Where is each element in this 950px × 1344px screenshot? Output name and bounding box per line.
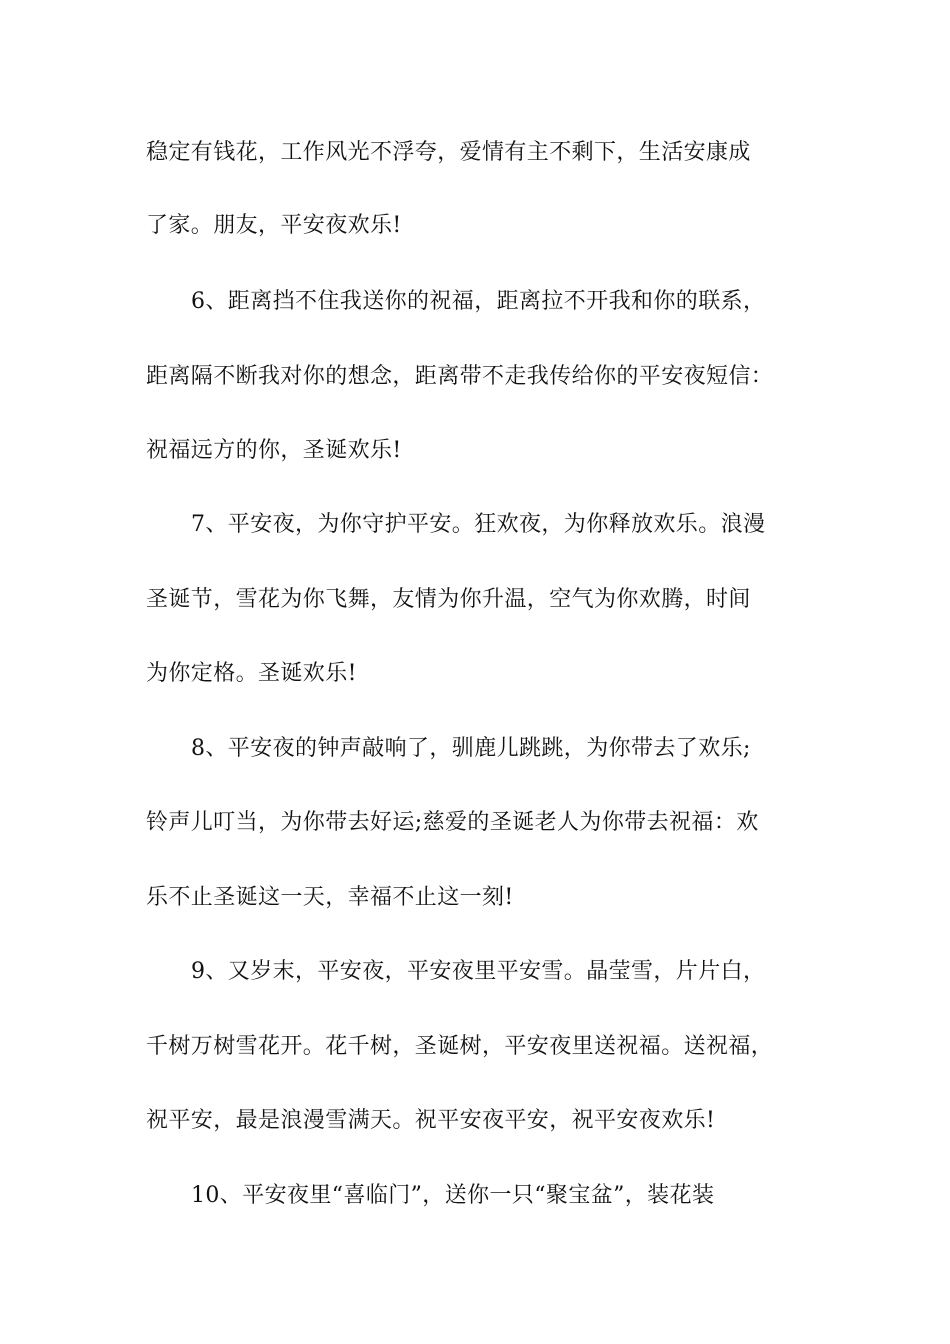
paragraph-6-line-3: 祝福远方的你，圣诞欢乐! [146, 438, 402, 463]
paragraph-6-line-1: 6、距离挡不住我送你的祝福，距离拉不开我和你的联系， [191, 289, 766, 314]
paragraph-7-line-3: 为你定格。圣诞欢乐! [146, 661, 357, 686]
paragraph-10-line-1: 10、平安夜里“喜临门”，送你一只“聚宝盆”，装花装 [191, 1183, 715, 1208]
text-line-2: 了家。朋友，平安夜欢乐! [146, 213, 402, 238]
paragraph-8-line-3: 乐不止圣诞这一天，幸福不止这一刻! [146, 885, 514, 910]
text-line-1: 稳定有钱花，工作风光不浮夸，爱情有主不剩下，生活安康成 [146, 140, 751, 165]
paragraph-9-line-2: 千树万树雪花开。花千树，圣诞树，平安夜里送祝福。送祝福， [146, 1034, 774, 1059]
paragraph-9-line-3: 祝平安，最是浪漫雪满天。祝平安夜平安，祝平安夜欢乐! [146, 1108, 716, 1133]
paragraph-7-line-1: 7、平安夜，为你守护平安。狂欢夜，为你释放欢乐。浪漫 [191, 512, 766, 537]
paragraph-6-line-2: 距离隔不断我对你的想念，距离带不走我传给你的平安夜短信： [146, 364, 774, 389]
paragraph-8-line-1: 8、平安夜的钟声敲响了，驯鹿儿跳跳，为你带去了欢乐; [191, 736, 751, 761]
paragraph-8-line-2: 铃声儿叮当，为你带去好运;慈爱的圣诞老人为你带去祝福：欢 [146, 810, 759, 835]
paragraph-7-line-2: 圣诞节，雪花为你飞舞，友情为你升温，空气为你欢腾，时间 [146, 587, 751, 612]
paragraph-9-line-1: 9、又岁末，平安夜，平安夜里平安雪。晶莹雪，片片白， [191, 959, 766, 984]
